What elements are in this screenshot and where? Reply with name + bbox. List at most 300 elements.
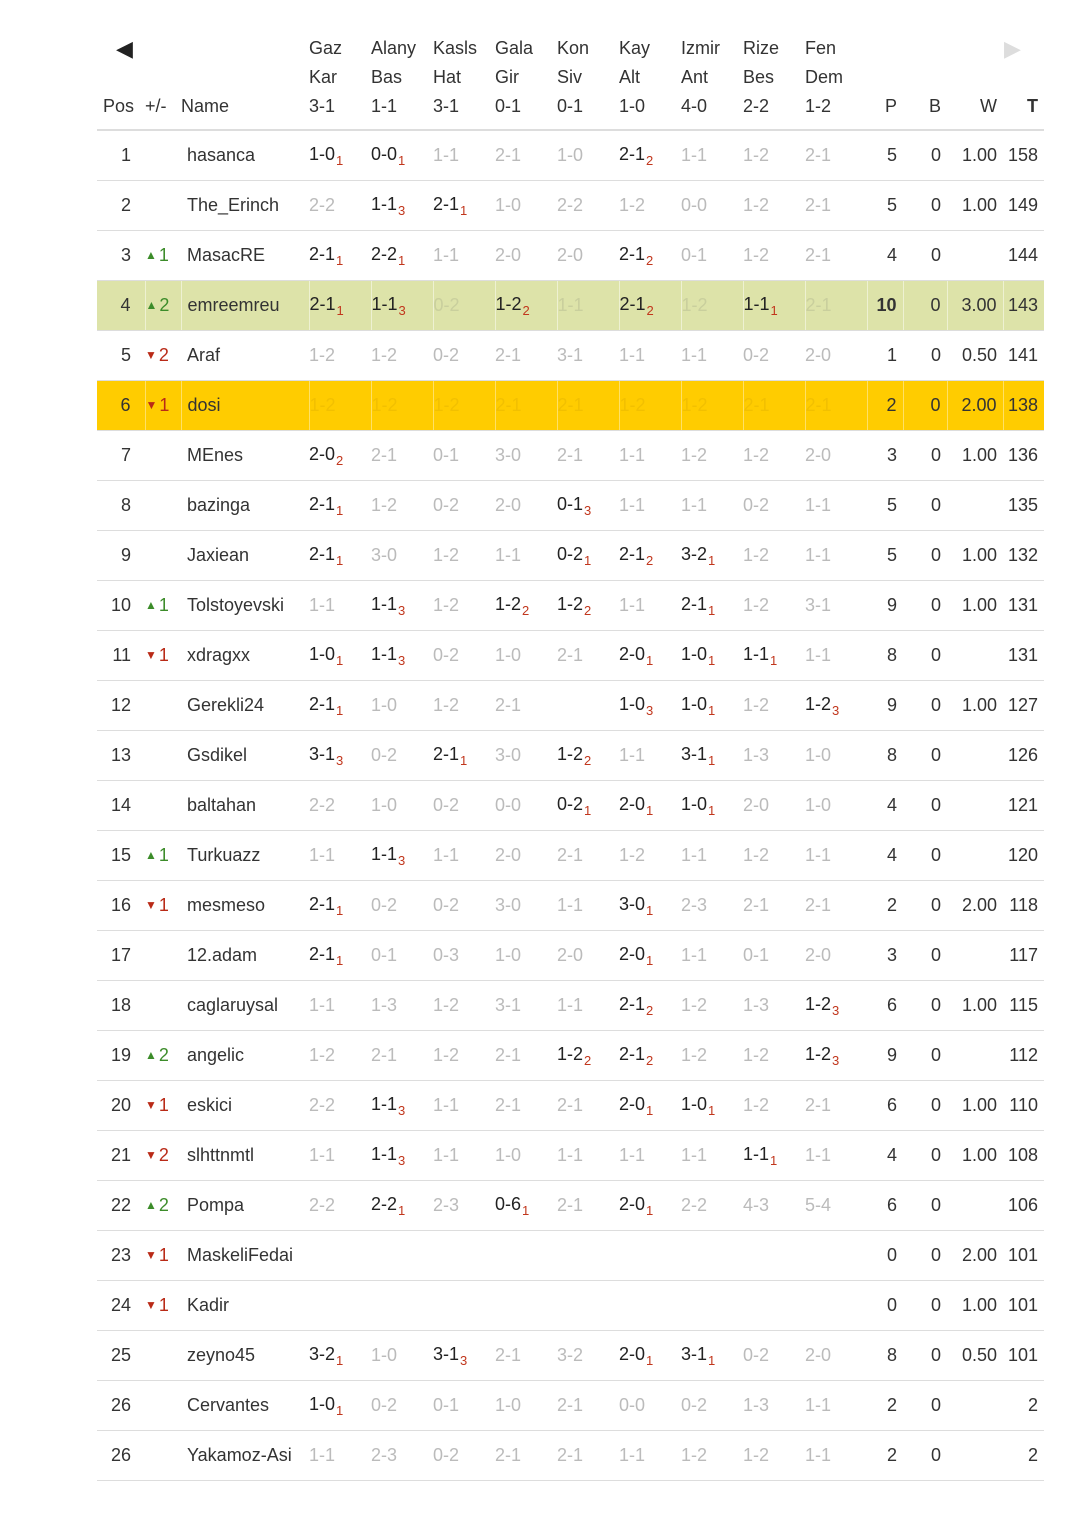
row-prediction [371,831,433,881]
header-name[interactable]: Name [181,34,309,130]
table-row[interactable] [97,1031,1044,1081]
row-w: 1.00 [947,431,1003,481]
row-position-change [145,931,181,981]
prediction-score: 1-0 [371,1345,398,1365]
row-p: 4 [867,831,903,881]
prediction-score: 2-1 [557,1445,584,1465]
prediction-score: 2-2 [309,1095,336,1115]
row-prediction [805,1081,867,1131]
row-prediction [681,1431,743,1481]
row-prediction [681,381,743,431]
row-prediction [309,831,371,881]
prediction-score: 1-0 [805,795,832,815]
row-p: 2 [867,1431,903,1481]
header-match-away: Dem [805,67,844,87]
table-row[interactable] [97,1231,1044,1281]
row-prediction [743,1231,805,1281]
row-prediction [681,1131,743,1181]
prediction-score: 1-1 [681,145,708,165]
row-player-name[interactable]: bazinga [181,481,309,531]
row-change-value: 1 [159,395,170,415]
row-w: 2.00 [947,881,1003,931]
row-player-name[interactable]: Yakamoz-Asi [181,1431,309,1481]
prediction-score: 1-2 [743,1445,770,1465]
row-prediction [309,1031,371,1081]
row-position-change [145,1231,181,1281]
table-row[interactable] [97,881,1044,931]
prediction-score: 3-0 [495,745,522,765]
row-prediction [619,481,681,531]
prediction-score: 1-1 [619,345,646,365]
row-prediction [681,1231,743,1281]
header-w[interactable]: W [947,34,1003,130]
prediction-score: 2-0 [619,643,646,664]
row-prediction [371,130,433,181]
row-prediction [557,1431,619,1481]
row-position: 10 [97,581,145,631]
prediction-score: 3-1 [495,995,522,1015]
prediction-score: 2-3 [681,895,708,915]
row-prediction [681,431,743,481]
standings-table [97,34,1044,1481]
row-position: 16 [97,881,145,931]
prediction-points: 1 [336,502,344,518]
row-t: 115 [1003,981,1044,1031]
row-p: 9 [867,1031,903,1081]
table-row[interactable] [97,1181,1044,1231]
prediction-points: 1 [398,1202,406,1218]
row-t: 136 [1003,431,1044,481]
header-match-1[interactable] [371,34,433,130]
prediction-score: 1-1 [557,295,584,315]
row-prediction [681,1381,743,1431]
row-position-change [145,1381,181,1431]
previous-round-icon[interactable]: ◀ [116,36,133,61]
row-player-name[interactable]: dosi [181,381,309,431]
table-row[interactable] [97,431,1044,481]
row-prediction [805,1031,867,1081]
row-w [947,631,1003,681]
table-row[interactable] [97,1131,1044,1181]
prediction-points: 3 [832,1052,840,1068]
header-match-8[interactable] [805,34,867,130]
prediction-score: 0-1 [743,945,770,965]
header-change[interactable]: +/- [145,34,181,130]
row-position: 21 [97,1131,145,1181]
prediction-points: 2 [646,152,654,168]
prediction-score: 1-0 [371,795,398,815]
table-row[interactable] [97,831,1044,881]
prediction-score: 0-2 [371,895,398,915]
table-row[interactable] [97,731,1044,781]
prediction-points: 1 [336,652,344,668]
prediction-score: 2-0 [619,1093,646,1114]
row-prediction [619,881,681,931]
prediction-score: 1-1 [805,495,832,515]
header-match-3[interactable] [495,34,557,130]
row-prediction [371,331,433,381]
arrow-down-icon: ▼ [145,648,157,662]
row-prediction [743,831,805,881]
prediction-points: 1 [336,152,344,168]
prediction-score: 3-2 [557,1345,584,1365]
row-t: 121 [1003,781,1044,831]
row-prediction [557,431,619,481]
arrow-down-icon: ▼ [145,398,158,412]
row-position-change [145,231,181,281]
row-prediction [495,431,557,481]
row-prediction [309,531,371,581]
table-row[interactable] [97,1431,1044,1481]
prediction-score: 1-1 [619,445,646,465]
table-row[interactable] [97,1081,1044,1131]
row-t: 118 [1003,881,1044,931]
arrow-down-icon: ▼ [145,1248,157,1262]
row-player-name[interactable]: Araf [181,331,309,381]
row-prediction [371,631,433,681]
row-position-change [145,281,181,331]
table-row[interactable] [97,931,1044,981]
row-prediction [433,931,495,981]
prediction-points: 3 [398,202,406,218]
row-t: 120 [1003,831,1044,881]
prediction-score: 0-2 [743,345,770,365]
prediction-score: 1-0 [495,195,522,215]
row-t: 135 [1003,481,1044,531]
row-p: 10 [867,281,903,331]
prediction-score: 0-2 [433,895,460,915]
row-player-name[interactable]: The_Erinch [181,181,309,231]
prediction-points: 3 [398,852,406,868]
table-row[interactable] [97,331,1044,381]
row-prediction [371,1031,433,1081]
row-prediction [557,831,619,881]
row-position: 26 [97,1431,145,1481]
row-change-value: 1 [158,845,169,865]
prediction-score: 1-0 [495,945,522,965]
prediction-score: 1-3 [371,995,398,1015]
row-player-name[interactable]: Gsdikel [181,731,309,781]
row-w: 2.00 [947,381,1003,431]
prediction-score: 1-1 [681,345,708,365]
row-player-name[interactable]: emreemreu [181,281,309,331]
table-row[interactable] [97,631,1044,681]
prediction-score: 3-1 [309,743,336,764]
row-prediction [681,881,743,931]
prediction-score: 1-1 [433,845,460,865]
prediction-score: 3-1 [433,1343,460,1364]
row-t: 131 [1003,581,1044,631]
row-prediction [619,331,681,381]
prediction-points: 2 [584,752,592,768]
row-player-name[interactable]: 12.adam [181,931,309,981]
header-pos[interactable]: Pos [97,34,145,130]
row-prediction [681,681,743,731]
row-player-name[interactable]: Gerekli24 [181,681,309,731]
header-b[interactable]: B [903,34,947,130]
row-prediction [805,431,867,481]
row-prediction [743,781,805,831]
table-row[interactable] [97,481,1044,531]
prediction-score: 1-2 [743,845,770,865]
prediction-score: 0-1 [433,1395,460,1415]
row-prediction [495,1081,557,1131]
row-prediction [743,281,805,331]
row-prediction [495,1431,557,1481]
row-player-name[interactable]: zeyno45 [181,1331,309,1381]
row-t: 158 [1003,130,1044,181]
header-match-5[interactable] [619,34,681,130]
row-prediction [743,331,805,381]
prediction-score: 3-1 [681,1343,708,1364]
header-row [97,34,1044,130]
prediction-points: 1 [398,152,406,168]
prediction-score: 1-1 [805,1395,832,1415]
row-b: 0 [903,831,947,881]
prediction-points: 3 [398,602,406,618]
row-player-name[interactable]: MaskeliFedai [181,1231,309,1281]
row-change-value: 1 [158,895,169,915]
prediction-score: 2-0 [805,445,832,465]
header-match-2[interactable] [433,34,495,130]
row-prediction [371,281,433,331]
prediction-score: 1-3 [743,745,770,765]
row-player-name[interactable]: caglaruysal [181,981,309,1031]
prediction-points: 1 [460,752,468,768]
row-w: 1.00 [947,130,1003,181]
row-prediction [433,981,495,1031]
row-t: 143 [1003,281,1044,331]
row-player-name[interactable]: mesmeso [181,881,309,931]
row-prediction [557,181,619,231]
header-match-6[interactable] [681,34,743,130]
row-prediction [557,681,619,731]
row-prediction [619,831,681,881]
row-p: 8 [867,1331,903,1381]
row-position-change [145,1181,181,1231]
row-change-value: 1 [158,595,169,615]
row-prediction [743,931,805,981]
prediction-score: 1-1 [371,193,398,214]
row-player-name[interactable]: angelic [181,1031,309,1081]
header-match-away: Gir [495,67,519,87]
prediction-score: 2-1 [495,145,522,165]
row-prediction [805,1181,867,1231]
row-prediction [495,781,557,831]
row-prediction [743,381,805,431]
row-player-name[interactable]: hasanca [181,130,309,181]
header-p[interactable]: P [867,34,903,130]
table-row[interactable] [97,531,1044,581]
row-prediction [309,281,371,331]
row-prediction [619,1081,681,1131]
prediction-score: 2-1 [805,1095,832,1115]
prediction-score: 1-2 [681,1445,708,1465]
prediction-score: 2-1 [619,143,646,164]
prediction-score: 2-1 [619,243,646,264]
row-prediction [371,1181,433,1231]
row-player-name[interactable]: eskici [181,1081,309,1131]
table-row[interactable] [97,581,1044,631]
prediction-score: 2-0 [805,345,832,365]
row-player-name[interactable]: xdragxx [181,631,309,681]
prediction-points: 2 [584,1052,592,1068]
row-position-change [145,731,181,781]
prediction-score: 1-1 [309,995,336,1015]
row-prediction [619,130,681,181]
row-position-change [145,431,181,481]
row-position-change [145,631,181,681]
prediction-score: 1-1 [557,1145,584,1165]
row-b: 0 [903,181,947,231]
arrow-up-icon: ▲ [145,598,157,612]
row-t: 138 [1003,381,1044,431]
table-row[interactable] [97,281,1044,331]
row-prediction [681,1081,743,1131]
prediction-score: 0-1 [433,445,460,465]
row-prediction [371,531,433,581]
arrow-down-icon: ▼ [145,898,157,912]
header-match-score: 1-1 [371,96,398,116]
table-row[interactable] [97,1331,1044,1381]
row-b: 0 [903,1081,947,1131]
row-t: 141 [1003,331,1044,381]
table-row[interactable] [97,181,1044,231]
table-row[interactable] [97,231,1044,281]
row-prediction [805,331,867,381]
row-p: 6 [867,981,903,1031]
row-prediction [619,231,681,281]
prediction-points: 3 [398,652,406,668]
prediction-score: 2-1 [557,395,584,415]
header-match-0[interactable] [309,34,371,130]
row-prediction [433,130,495,181]
row-t: 101 [1003,1231,1044,1281]
row-prediction [495,1181,557,1231]
table-row[interactable] [97,781,1044,831]
row-prediction [805,1131,867,1181]
row-w: 0.50 [947,331,1003,381]
row-player-name[interactable]: Turkuazz [181,831,309,881]
arrow-down-icon: ▼ [145,1298,157,1312]
row-position-change [145,1031,181,1081]
row-prediction [805,831,867,881]
row-prediction [619,781,681,831]
prediction-score: 1-3 [743,995,770,1015]
header-match-score: 3-1 [433,96,460,116]
row-prediction [309,1381,371,1431]
row-player-name[interactable]: Tolstoyevski [181,581,309,631]
table-row[interactable] [97,681,1044,731]
header-t[interactable]: T [1003,34,1044,130]
row-w [947,731,1003,781]
prediction-score: 2-1 [681,593,708,614]
row-prediction [557,1181,619,1231]
row-prediction [495,1281,557,1331]
header-match-4[interactable] [557,34,619,130]
header-match-score: 1-2 [805,96,832,116]
row-position: 2 [97,181,145,231]
prediction-score: 1-0 [309,643,336,664]
row-prediction [433,481,495,531]
row-player-name[interactable]: baltahan [181,781,309,831]
prediction-points: 1 [708,802,716,818]
row-p: 6 [867,1081,903,1131]
row-t: 149 [1003,181,1044,231]
row-b: 0 [903,1331,947,1381]
prediction-points: 1 [708,752,716,768]
prediction-score: 2-1 [805,245,832,265]
arrow-up-icon: ▲ [145,1198,157,1212]
prediction-points: 1 [336,252,344,268]
row-prediction [681,1181,743,1231]
arrow-down-icon: ▼ [145,1148,157,1162]
row-position: 17 [97,931,145,981]
row-player-name[interactable]: Pompa [181,1181,309,1231]
table-row[interactable] [97,130,1044,181]
row-prediction [681,831,743,881]
prediction-score: 1-1 [743,643,770,664]
row-player-name[interactable]: Jaxiean [181,531,309,581]
prediction-score: 0-1 [681,245,708,265]
row-prediction [743,1031,805,1081]
table-row[interactable] [97,381,1044,431]
prediction-score: 2-1 [495,1345,522,1365]
prediction-score: 0-1 [371,945,398,965]
table-row[interactable] [97,1281,1044,1331]
row-position: 25 [97,1331,145,1381]
row-prediction [681,981,743,1031]
row-change-value: 1 [158,1295,169,1315]
row-prediction [619,281,681,331]
row-player-name[interactable]: MEnes [181,431,309,481]
row-prediction [743,1181,805,1231]
prediction-score: 1-2 [371,345,398,365]
header-match-7[interactable] [743,34,805,130]
row-player-name[interactable]: Cervantes [181,1381,309,1431]
prediction-score: 1-0 [681,1093,708,1114]
row-position: 9 [97,531,145,581]
prediction-points: 2 [646,302,654,318]
row-position-change [145,130,181,181]
next-round-icon[interactable]: ▶ [1004,36,1021,61]
table-row[interactable] [97,1381,1044,1431]
row-change-value: 1 [158,1245,169,1265]
row-prediction [433,181,495,231]
row-prediction [309,481,371,531]
row-player-name[interactable]: Kadir [181,1281,309,1331]
row-position-change [145,331,181,381]
row-prediction [495,381,557,431]
row-player-name[interactable]: MasacRE [181,231,309,281]
row-prediction [557,281,619,331]
row-player-name[interactable]: slhttnmtl [181,1131,309,1181]
row-prediction [557,1281,619,1331]
row-prediction [433,281,495,331]
prediction-score: 1-1 [681,845,708,865]
header-match-away: Bes [743,67,775,87]
row-position: 13 [97,731,145,781]
row-prediction [805,130,867,181]
row-prediction [681,1031,743,1081]
prediction-score: 1-1 [619,495,646,515]
row-change-value: 2 [158,345,169,365]
table-row[interactable] [97,981,1044,1031]
prediction-score: 5-4 [805,1195,832,1215]
prediction-score: 1-0 [681,793,708,814]
prediction-points: 3 [832,1002,840,1018]
prediction-points: 1 [460,202,468,218]
